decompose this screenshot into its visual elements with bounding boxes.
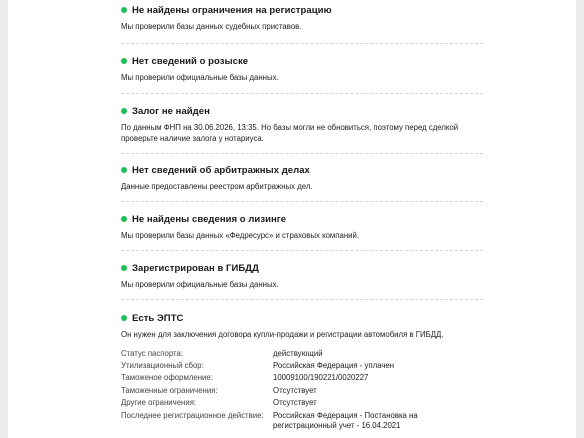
check-description: Мы проверили базы данных судебных приставов. bbox=[121, 22, 302, 31]
check-description: По данным ФНП на 30.06.2026, 13:35. Но базы могли не обновиться, поэтому перед сделкой проверьте наличие залога у нотариуса. bbox=[121, 123, 459, 143]
detail-label: Таможенные ограничения: bbox=[121, 385, 218, 395]
detail-label: Другие ограничения: bbox=[121, 398, 197, 408]
check-description: Мы проверили официальные базы данных. bbox=[121, 280, 279, 289]
check-title: Не найдены ограничения на регистрацию bbox=[132, 4, 332, 16]
detail-value: Отсутствует bbox=[273, 398, 317, 408]
status-ok-icon bbox=[121, 216, 127, 222]
detail-row bbox=[121, 385, 483, 397]
divider bbox=[121, 250, 483, 251]
status-ok-icon bbox=[121, 108, 127, 114]
check-title: Нет сведений о розыске bbox=[132, 55, 249, 67]
check-item-wanted bbox=[121, 52, 483, 84]
check-title: Зарегистрирован в ГИБДД bbox=[132, 262, 259, 274]
check-item-gibdd bbox=[121, 259, 483, 291]
detail-label: Статус паспорта: bbox=[121, 348, 183, 358]
detail-value: Отсутствует bbox=[273, 385, 317, 395]
check-description: Мы проверили официальные базы данных. bbox=[121, 73, 279, 82]
status-ok-icon bbox=[121, 265, 127, 271]
check-title: Есть ЭПТС bbox=[132, 312, 184, 324]
check-item-arbitration bbox=[121, 161, 483, 193]
check-title: Нет сведений об арбитражных делах bbox=[132, 164, 310, 176]
detail-row bbox=[121, 410, 483, 432]
status-ok-icon bbox=[121, 58, 127, 64]
divider bbox=[121, 153, 483, 154]
detail-value: Российская Федерация - Постановка на регистрационный учет - 16.04.2021 bbox=[273, 410, 418, 431]
check-title: Не найдены сведения о лизинге bbox=[132, 213, 287, 225]
check-title: Залог не найден bbox=[132, 105, 210, 117]
check-item-epts bbox=[121, 309, 483, 432]
check-item-registration bbox=[121, 1, 483, 33]
check-description: Данные предоставлены реестром арбитражных дел. bbox=[121, 182, 313, 191]
detail-row bbox=[121, 397, 483, 409]
detail-value: действующий bbox=[273, 348, 323, 358]
detail-value: 10009100/190221/0020227 bbox=[273, 373, 369, 383]
check-description: Мы проверили базы данных «Федресурс» и страховых компаний. bbox=[121, 231, 360, 240]
status-ok-icon bbox=[121, 7, 127, 13]
status-ok-icon bbox=[121, 167, 127, 173]
check-item-leasing bbox=[121, 210, 483, 242]
detail-value: Российская Федерация - уплачен bbox=[273, 360, 395, 370]
detail-label: Таможеное оформление: bbox=[121, 373, 213, 383]
divider bbox=[121, 201, 483, 202]
detail-row bbox=[121, 372, 483, 384]
divider bbox=[121, 93, 483, 94]
report-panel bbox=[8, 0, 576, 438]
epts-details bbox=[121, 348, 483, 432]
check-description: Он нужен для заключения договора купли-продажи и регистрации автомобиля в ГИБДД. bbox=[121, 330, 444, 339]
detail-row bbox=[121, 348, 483, 360]
detail-label: Утилизационный сбор: bbox=[121, 360, 204, 370]
check-item-pledge bbox=[121, 102, 483, 144]
detail-row bbox=[121, 360, 483, 372]
status-ok-icon bbox=[121, 315, 127, 321]
divider bbox=[121, 43, 483, 44]
detail-label: Последнее регистрационное действие: bbox=[121, 410, 264, 420]
divider bbox=[121, 299, 483, 300]
